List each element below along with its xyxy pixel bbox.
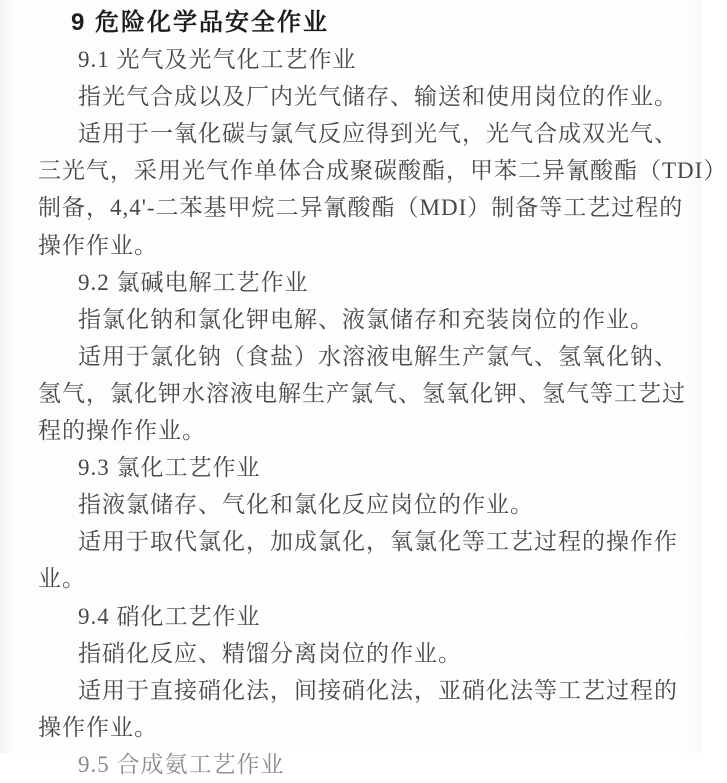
body-line: 指光气合成以及厂内光气储存、输送和使用岗位的作业。	[78, 84, 678, 110]
body-line: 适用于取代氯化，加成氯化，氧氯化等工艺过程的操作作	[78, 529, 678, 555]
body-line: 指氯化钠和氯化钾电解、液氯储存和充装岗位的作业。	[78, 306, 654, 332]
chapter-heading: 9 危险化学品安全作业	[71, 9, 330, 36]
body-line: 适用于直接硝化法，间接硝化法，亚硝化法等工艺过程的	[78, 677, 678, 703]
body-line: 氢气，氯化钾水溶液电解生产氯气、氢氧化钾、氢气等工艺过	[38, 380, 686, 406]
body-line: 操作作业。	[38, 714, 158, 740]
body-line: 操作作业。	[38, 232, 158, 258]
section-heading-9-1: 9.1 光气及光气化工艺作业	[78, 47, 357, 73]
section-heading-9-3: 9.3 氯化工艺作业	[78, 455, 261, 481]
body-line: 适用于一氧化碳与氯气反应得到光气，光气合成双光气、	[78, 121, 678, 147]
body-line: 适用于氯化钠（食盐）水溶液电解生产氯气、氢氧化钠、	[78, 343, 678, 369]
section-heading-9-4: 9.4 硝化工艺作业	[78, 603, 261, 629]
body-line: 指硝化反应、精馏分离岗位的作业。	[78, 640, 462, 666]
body-line: 制备，4,4'-二苯基甲烷二异氰酸酯（MDI）制备等工艺过程的	[38, 195, 684, 221]
body-line: 指液氯储存、气化和氯化反应岗位的作业。	[78, 492, 534, 518]
section-heading-9-5-clipped: 9.5 合成氨工艺作业	[78, 751, 285, 777]
body-line: 业。	[38, 566, 86, 592]
section-heading-9-2: 9.2 氯碱电解工艺作业	[78, 269, 309, 295]
body-line: 三光气，采用光气作单体合成聚碳酸酯，甲苯二异氰酸酯（TDI）	[38, 158, 727, 184]
body-line: 程的操作作业。	[38, 418, 206, 444]
